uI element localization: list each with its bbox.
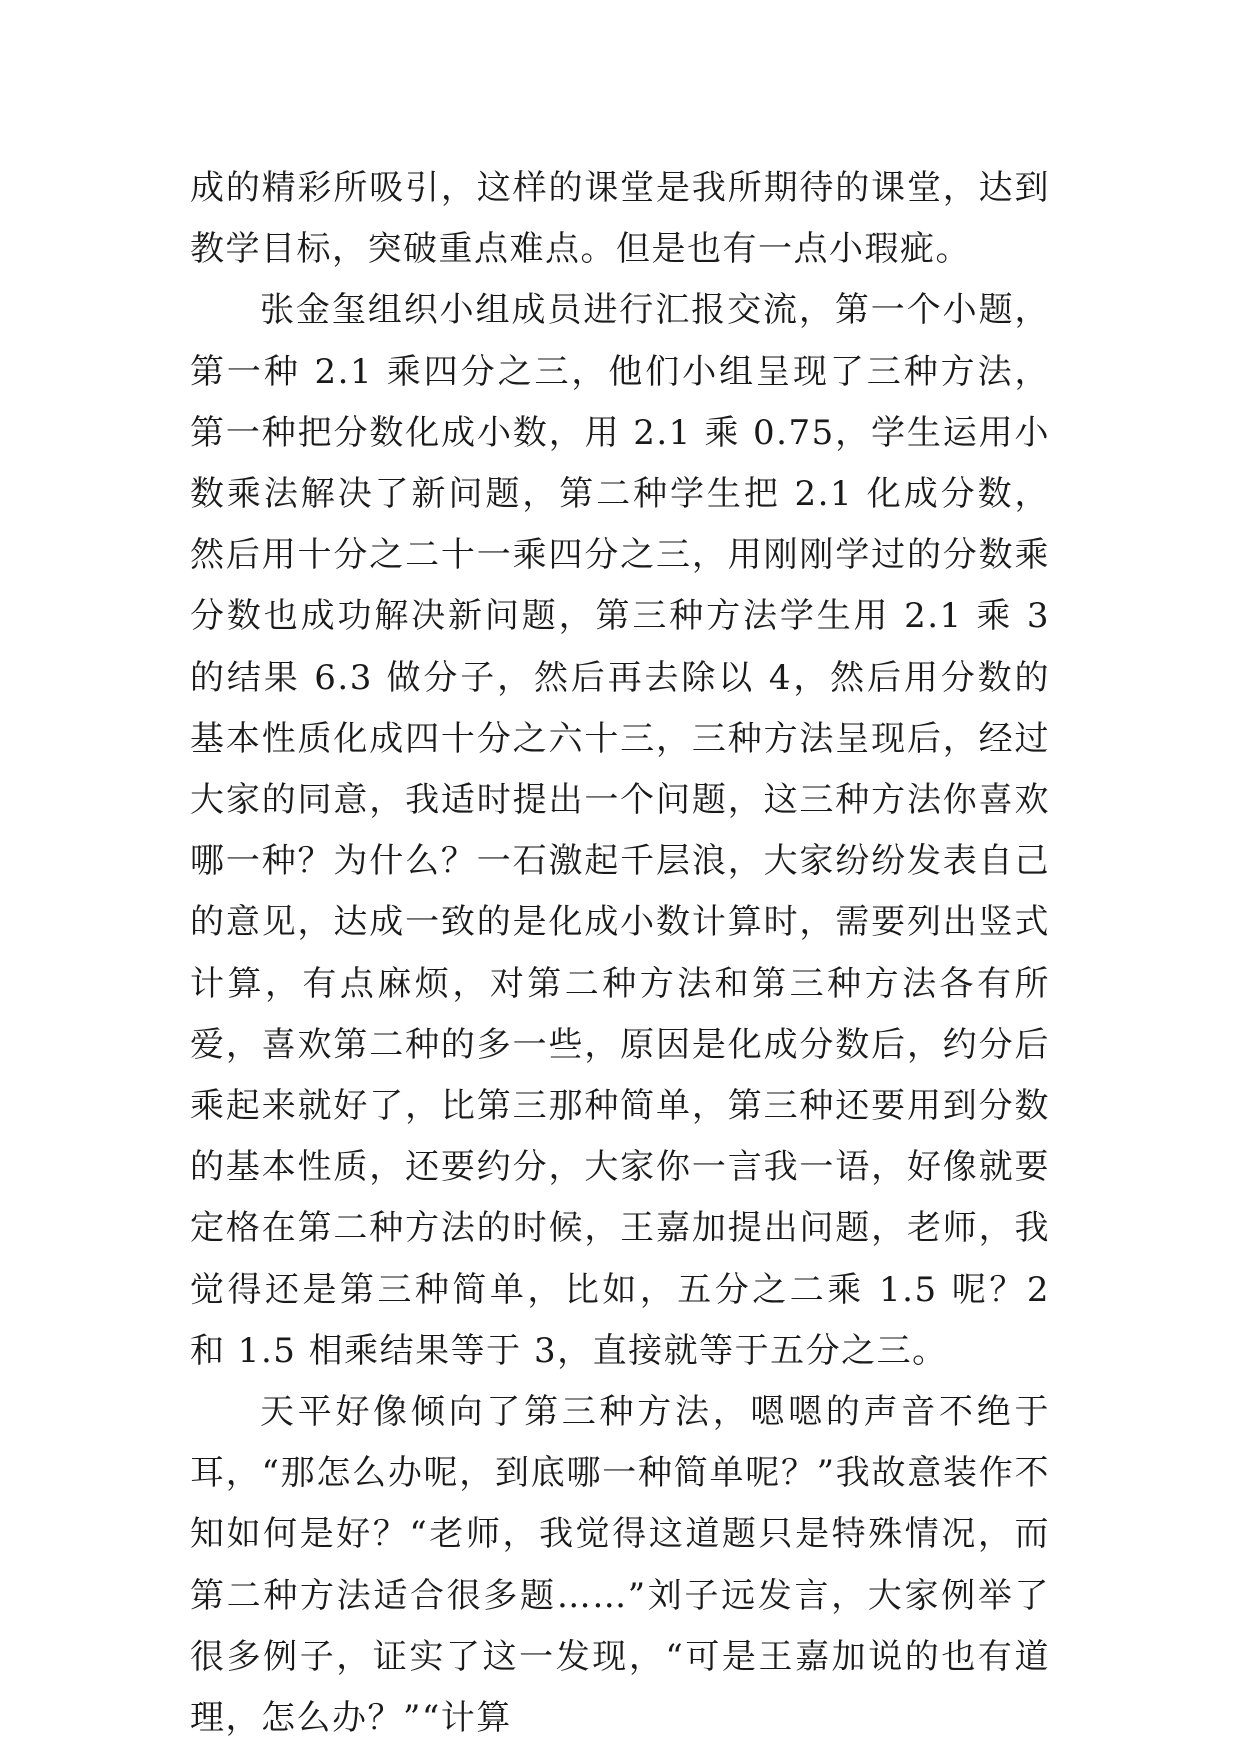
paragraph-3: 天平好像倾向了第三种方法，嗯嗯的声音不绝于耳，“那怎么办呢，到底哪一种简单呢？”我故意装作不知如何是好？“老师，我觉得这道题只是特殊情况，而第二种方法适合很多题……”刘子远发言，大家例举了很多例子，证实了这一发现，“可是王嘉加说的也有道理，怎么办？”“计算: [190, 1392, 1050, 1739]
paragraph-1: 成的精彩所吸引，这样的课堂是我所期待的课堂，达到教学目标，突破重点难点。但是也有一点小瑕疵。: [190, 168, 1050, 270]
body-text: [190, 158, 1050, 1749]
paragraph-2: 张金玺组织小组成员进行汇报交流，第一个小题，第一种 2.1 乘四分之三，他们小组呈现了三种方法，第一种把分数化成小数，用 2.1 乘 0.75，学生运用小数乘法解决了新问题，第二种学生把 2.1 化成分数，然后用十分之二十一乘四分之三，用刚刚学过的分数乘分数也成功解决新问题，第三种方法学生用 2.1 乘 3 的结果 6.3 做分子，然后再去除以 4，然后用分数的基本性质化成四十分之六十三，三种方法呈现后，经过大家的同意，我适时提出一个问题，这三种方法你喜欢哪一种？为什么？一石激起千层浪，大家纷纷发表自己的意见，达成一致的是化成小数计算时，需要列出竖式计算，有点麻烦，对第二种方法和第三种方法各有所爱，喜欢第二种的多一些，原因是化成分数后，约分后乘起来就好了，比第三那种简单，第三种还要用到分数的基本性质，还要约分，大家你一言我一语，好像就要定格在第二种方法的时候，王嘉加提出问题，老师，我觉得还是第三种简单，比如，五分之二乘 1.5 呢？2 和 1.5 相乘结果等于 3，直接就等于五分之三。: [190, 290, 1050, 1371]
